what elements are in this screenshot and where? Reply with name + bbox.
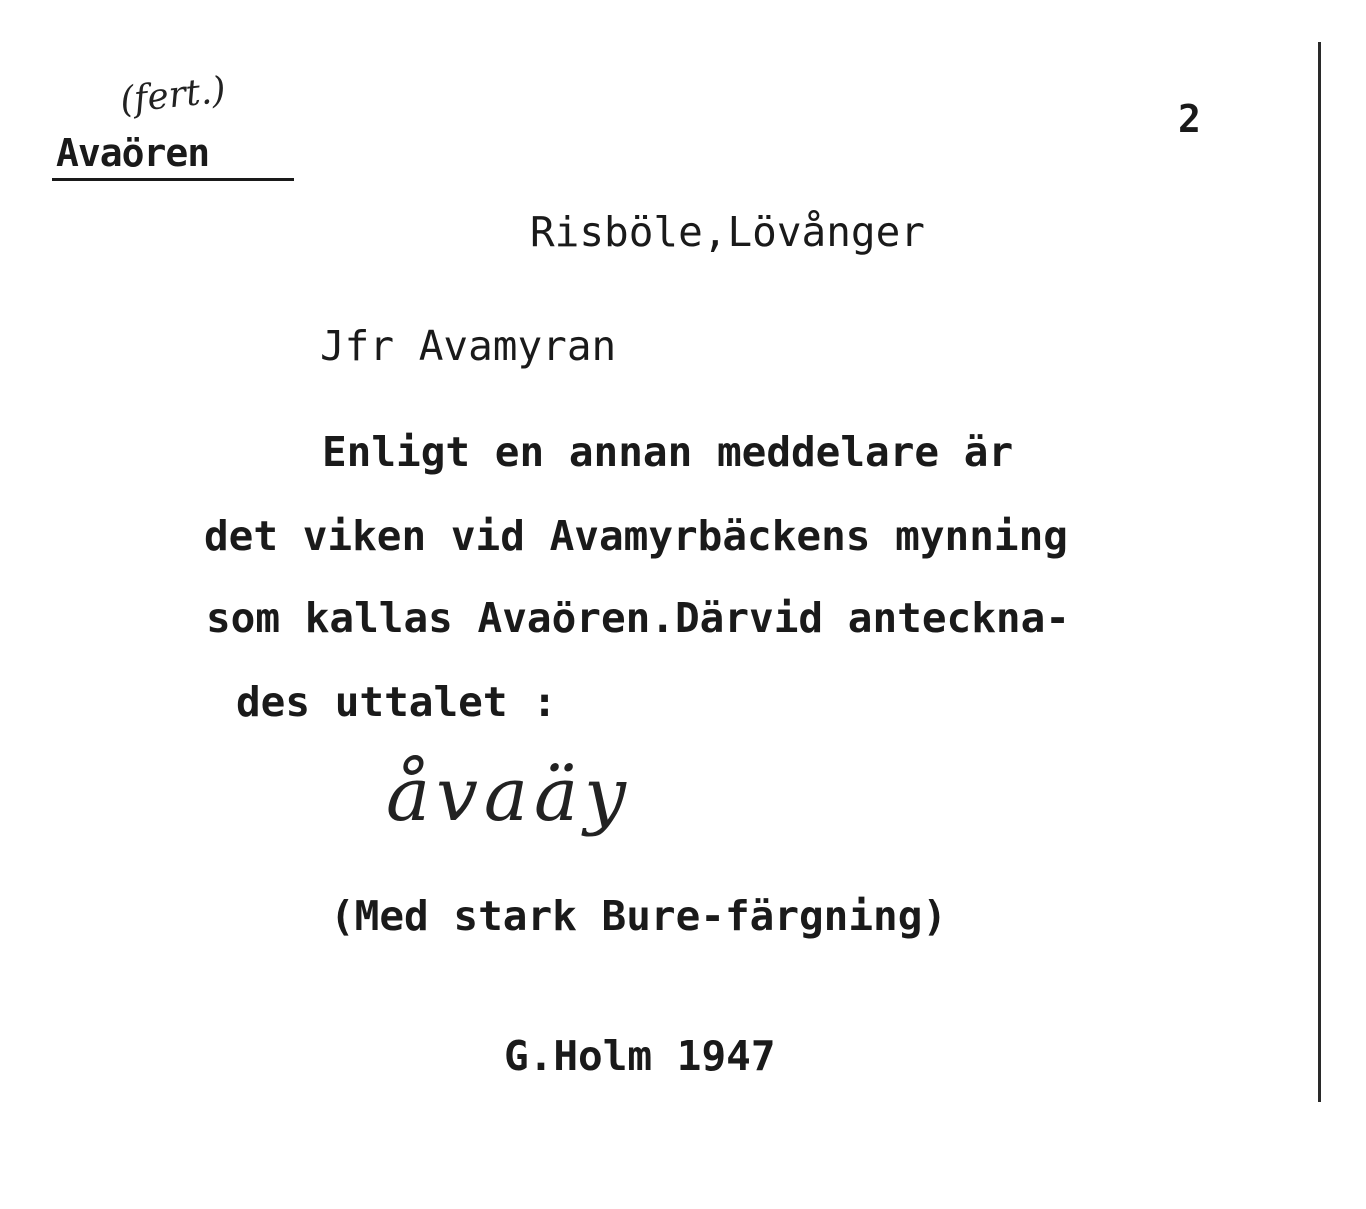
cross-reference: Jfr Avamyran: [320, 322, 617, 370]
body-line: Enligt en annan meddelare är: [322, 428, 1014, 476]
handwritten-note: (fert.): [118, 69, 228, 122]
body-line: des uttalet :: [236, 678, 557, 726]
card-edge-line: [1318, 42, 1321, 1102]
place-name: Risböle,Lövånger: [530, 208, 925, 256]
handwritten-pronunciation: åvaäy: [386, 752, 632, 838]
card-number: 2: [1178, 97, 1201, 141]
signature: G.Holm 1947: [504, 1032, 776, 1080]
body-line: som kallas Avaören.Därvid anteckna-: [206, 594, 1070, 642]
body-line: det viken vid Avamyrbäckens mynning: [204, 512, 1068, 560]
headword-underline: [52, 178, 294, 181]
pronunciation-note: (Med stark Bure-färgning): [330, 892, 948, 940]
headword: Avaören: [56, 131, 210, 175]
